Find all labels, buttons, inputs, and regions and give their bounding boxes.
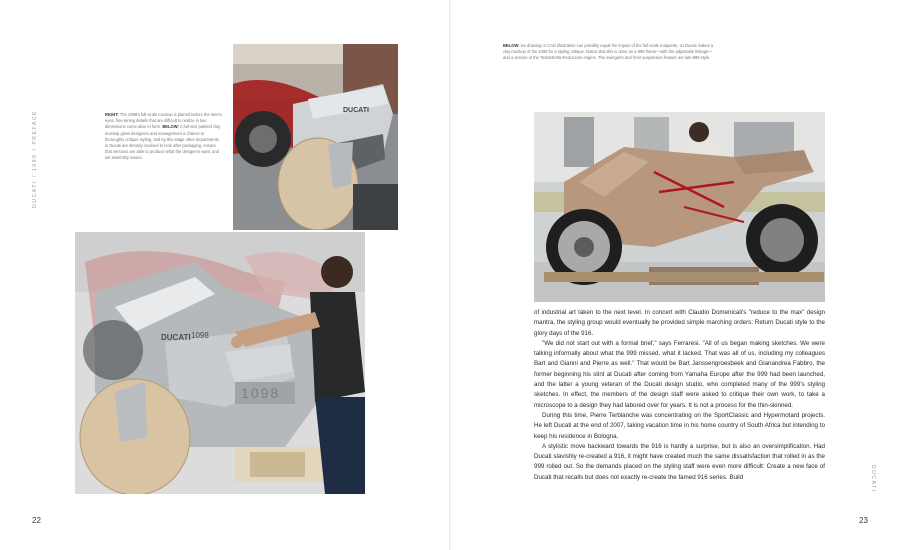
caption-below xyxy=(503,43,715,62)
right-running-head: DUCATI xyxy=(870,465,876,493)
photo-clay-motorcycle xyxy=(534,112,825,302)
body-paragraph-3: During this time, Pierre Terblanche was concentrating on the SportClassic and Hypermotard projects. He left Ducati at the end of 2007, taking vacation time in his home country of South Africa but intending to keep his residence in Bologna. xyxy=(534,411,825,440)
model-label-bottom: 1098 xyxy=(191,331,209,340)
caption-right xyxy=(105,112,223,162)
body-text xyxy=(534,308,825,483)
caption-right-label: RIGHT: xyxy=(105,112,119,117)
page-number-left: 22 xyxy=(32,516,41,525)
book-gutter xyxy=(449,0,451,550)
photo-designer-sculpting xyxy=(75,232,365,494)
caption-below-label: BELOW: xyxy=(162,124,179,130)
caption-below-text: No drawing or CAD illustration can possibly equal the impact of the full-scale maquette, so Ducati makes a clay mockup of the 1098 for a styling critique. Notice that this is done on a 999 frame—with the adjustable linkage—and a version of the Testastretta Evoluzione engine. The swingarm and front suspension feature are late 999 style. xyxy=(503,43,714,61)
left-running-head: DUCATI / 1098 / PREFACE xyxy=(32,110,38,208)
body-paragraph-2: "We did not start out with a formal brief," says Ferraresi. "All of us began making sketches. We were talking informally about what the 999 missed, what it lacked. That was all of us, including my colleagues Bart and Gianni and Pierre as well." That would be Bart Janssengroesbeek and Gianandrea Fabbro, the former beginning his stint at Ducati after coming from Yamaha Europe after the 999 had been launched, and the latter a young veteran of the Ducati design studio, who completed many of the 999's styling sketches. In effect, the members of the design staff were asked to critique their own work, to take a microscope to a design they had labored over for years. It is not a process for the thin-skinned. xyxy=(534,339,825,409)
caption-below-label-2: BELOW: xyxy=(503,43,520,48)
svg-text:1098: 1098 xyxy=(241,385,281,401)
photo-clay-mockup-top xyxy=(233,44,398,230)
brand-label-bottom: DUCATI xyxy=(161,333,191,342)
page-number-right: 23 xyxy=(859,516,868,525)
caption-right-text-2: A full-size painted clay mockup gives designers and management a chance to thoroughly critique styling, and by this stage other departments in Ducati are already involved to look after packaging, ensure that versions are able to produce what the designers want, and set assembly issues. xyxy=(105,124,221,161)
brand-label-top: DUCATI xyxy=(343,107,369,114)
body-paragraph-1: of industrial art taken to the next level. In concert with Claudio Domenicali's "reduce to the max" design mantra, the styling group would eventually be provided simple marching orders: Return Ducati style to the glory days of the 916. xyxy=(534,309,825,337)
caption-right-text-1: The 1098's full-scale mockup is planed before the men's eyes, fine-tuning details that are difficult to realize in two dimensions come alive in form. xyxy=(105,112,222,130)
body-paragraph-4: A stylistic move backward towards the 916 is hardly a surprise, but is also an oversimplification. Had Ducati slavishly re-created a 916, it might have created much the same dissatisfaction that rolled in as the 999 rolled out. So the demands placed on the styling staff were even more difficult: Create a new face of Ducati that recalls but does not exactly re-create the famed 916 series. Build xyxy=(534,442,825,481)
